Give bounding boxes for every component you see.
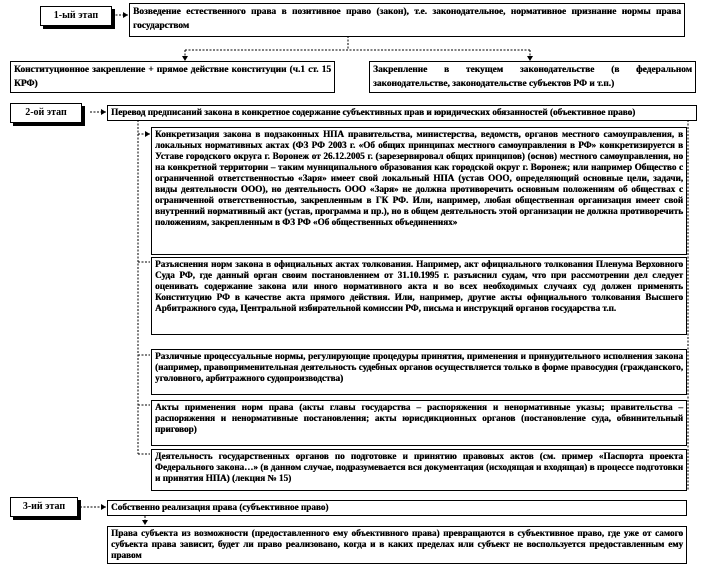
stage2-text: Перевод предписаний закона в конкретное содержание субъективных прав и юридических обязанностей (объективное право): [107, 105, 697, 121]
stage3-text: Собственно реализация права (субъективное право): [107, 500, 687, 516]
application-box: Акты применения норм права (акты главы государства – распоряжения и ненормативные указы; правительства – распоряжения и ненормативные постановления; акты юрисдикционных органов (постановление суда, обвинительный приговор): [151, 400, 687, 446]
realization-box: Права субъекта из возможности (предоставленного ему объективного права) превращаются в субъективное право, где уже от самого субъекта права зависит, будет ли право реализовано, когда и в каких пределах или субъект не воспользуется предоставленным ему правом: [107, 526, 687, 564]
procedural-box: Различные процессуальные нормы, регулирующие процедуры принятия, применения и принудительного исполнения закона (например, правоприменительная деятельность судебных органов осуществляется только в форме правосудия (гражданского, уголовного, арбитражного судопроизводства): [151, 349, 687, 395]
stage1-label: 1-ый этап: [40, 6, 112, 26]
interpretation-box: Разъяснения норм закона в официальных актах толкования. Например, акт официального толкования Пленума Верховного Суда РФ, где данный орган своим постановлением от 31.10.1995 г. разъяснил судам, что при рассмотрении дел следует оценивать содержание закона или иного нормативного акта и во всех необходимых случаях суд должен применять Конституцию РФ в качестве акта прямого действия. Или, например, другие акты официального толкования Высшего Арбитражного суда, Центральной избирательной комиссии РФ, письма и инструкций органов государства т.п.: [151, 257, 687, 335]
stage1-text: Возведение естественного права в позитивное право (закон), т.е. законодательное, нормативное признание нормы права государством: [129, 3, 685, 37]
stage3-label: 3-ий этап: [10, 497, 78, 517]
constitutional-box: Конституционное закрепление + прямое действие конституции (ч.1 ст. 15 КРФ): [10, 61, 335, 93]
state-activity-box: Деятельность государственных органов по подготовке и принятию правовых актов (см. пример «Паспорта проекта Федерального закона…» (в данном случае, подразумевается вся документация (исходящая и входящая) в процессе подготовки и принятия НПА) (лекция № 15): [151, 449, 687, 491]
stage2-label: 2-ой этап: [10, 103, 82, 123]
current-law-box: Закрепление в текущем законодательстве (в федеральном законодательстве, законодательстве субъектов РФ и т.п.): [369, 61, 696, 93]
concretization-box: Конкретизация закона в подзаконных НПА правительства, министерства, ведомств, органов местного самоуправления, в локальных нормативных актах (ФЗ РФ 2003 г. «Об общих принципах местного самоуправления в РФ» конкретизируется в Уставе городского округа г. Воронеж от 26.12.2005 г. (зарезервировал общих принципов) (основ) местного самоуправления, но на конкретной территории – таким муниципального образования как городской округ г. Воронеж; или например Общество с ограниченной ответственностью «Заря» имеет свой локальный НПА (устав ООО, определяющий основные цели, задачи, виды деятельности ООО), но деятельность ООО «Заря» не должна противоречить основным положениям об обществах с ограниченной ответственностью, закрепленным в ГК РФ. Или, например, любая общественная организация имеет свой внутренний нормативный акт (устав, программа и пр.), но в общем деятельность этой организации не должна противоречить положениям, закрепленным в ФЗ РФ «Об общественных объединениях»: [151, 127, 687, 255]
